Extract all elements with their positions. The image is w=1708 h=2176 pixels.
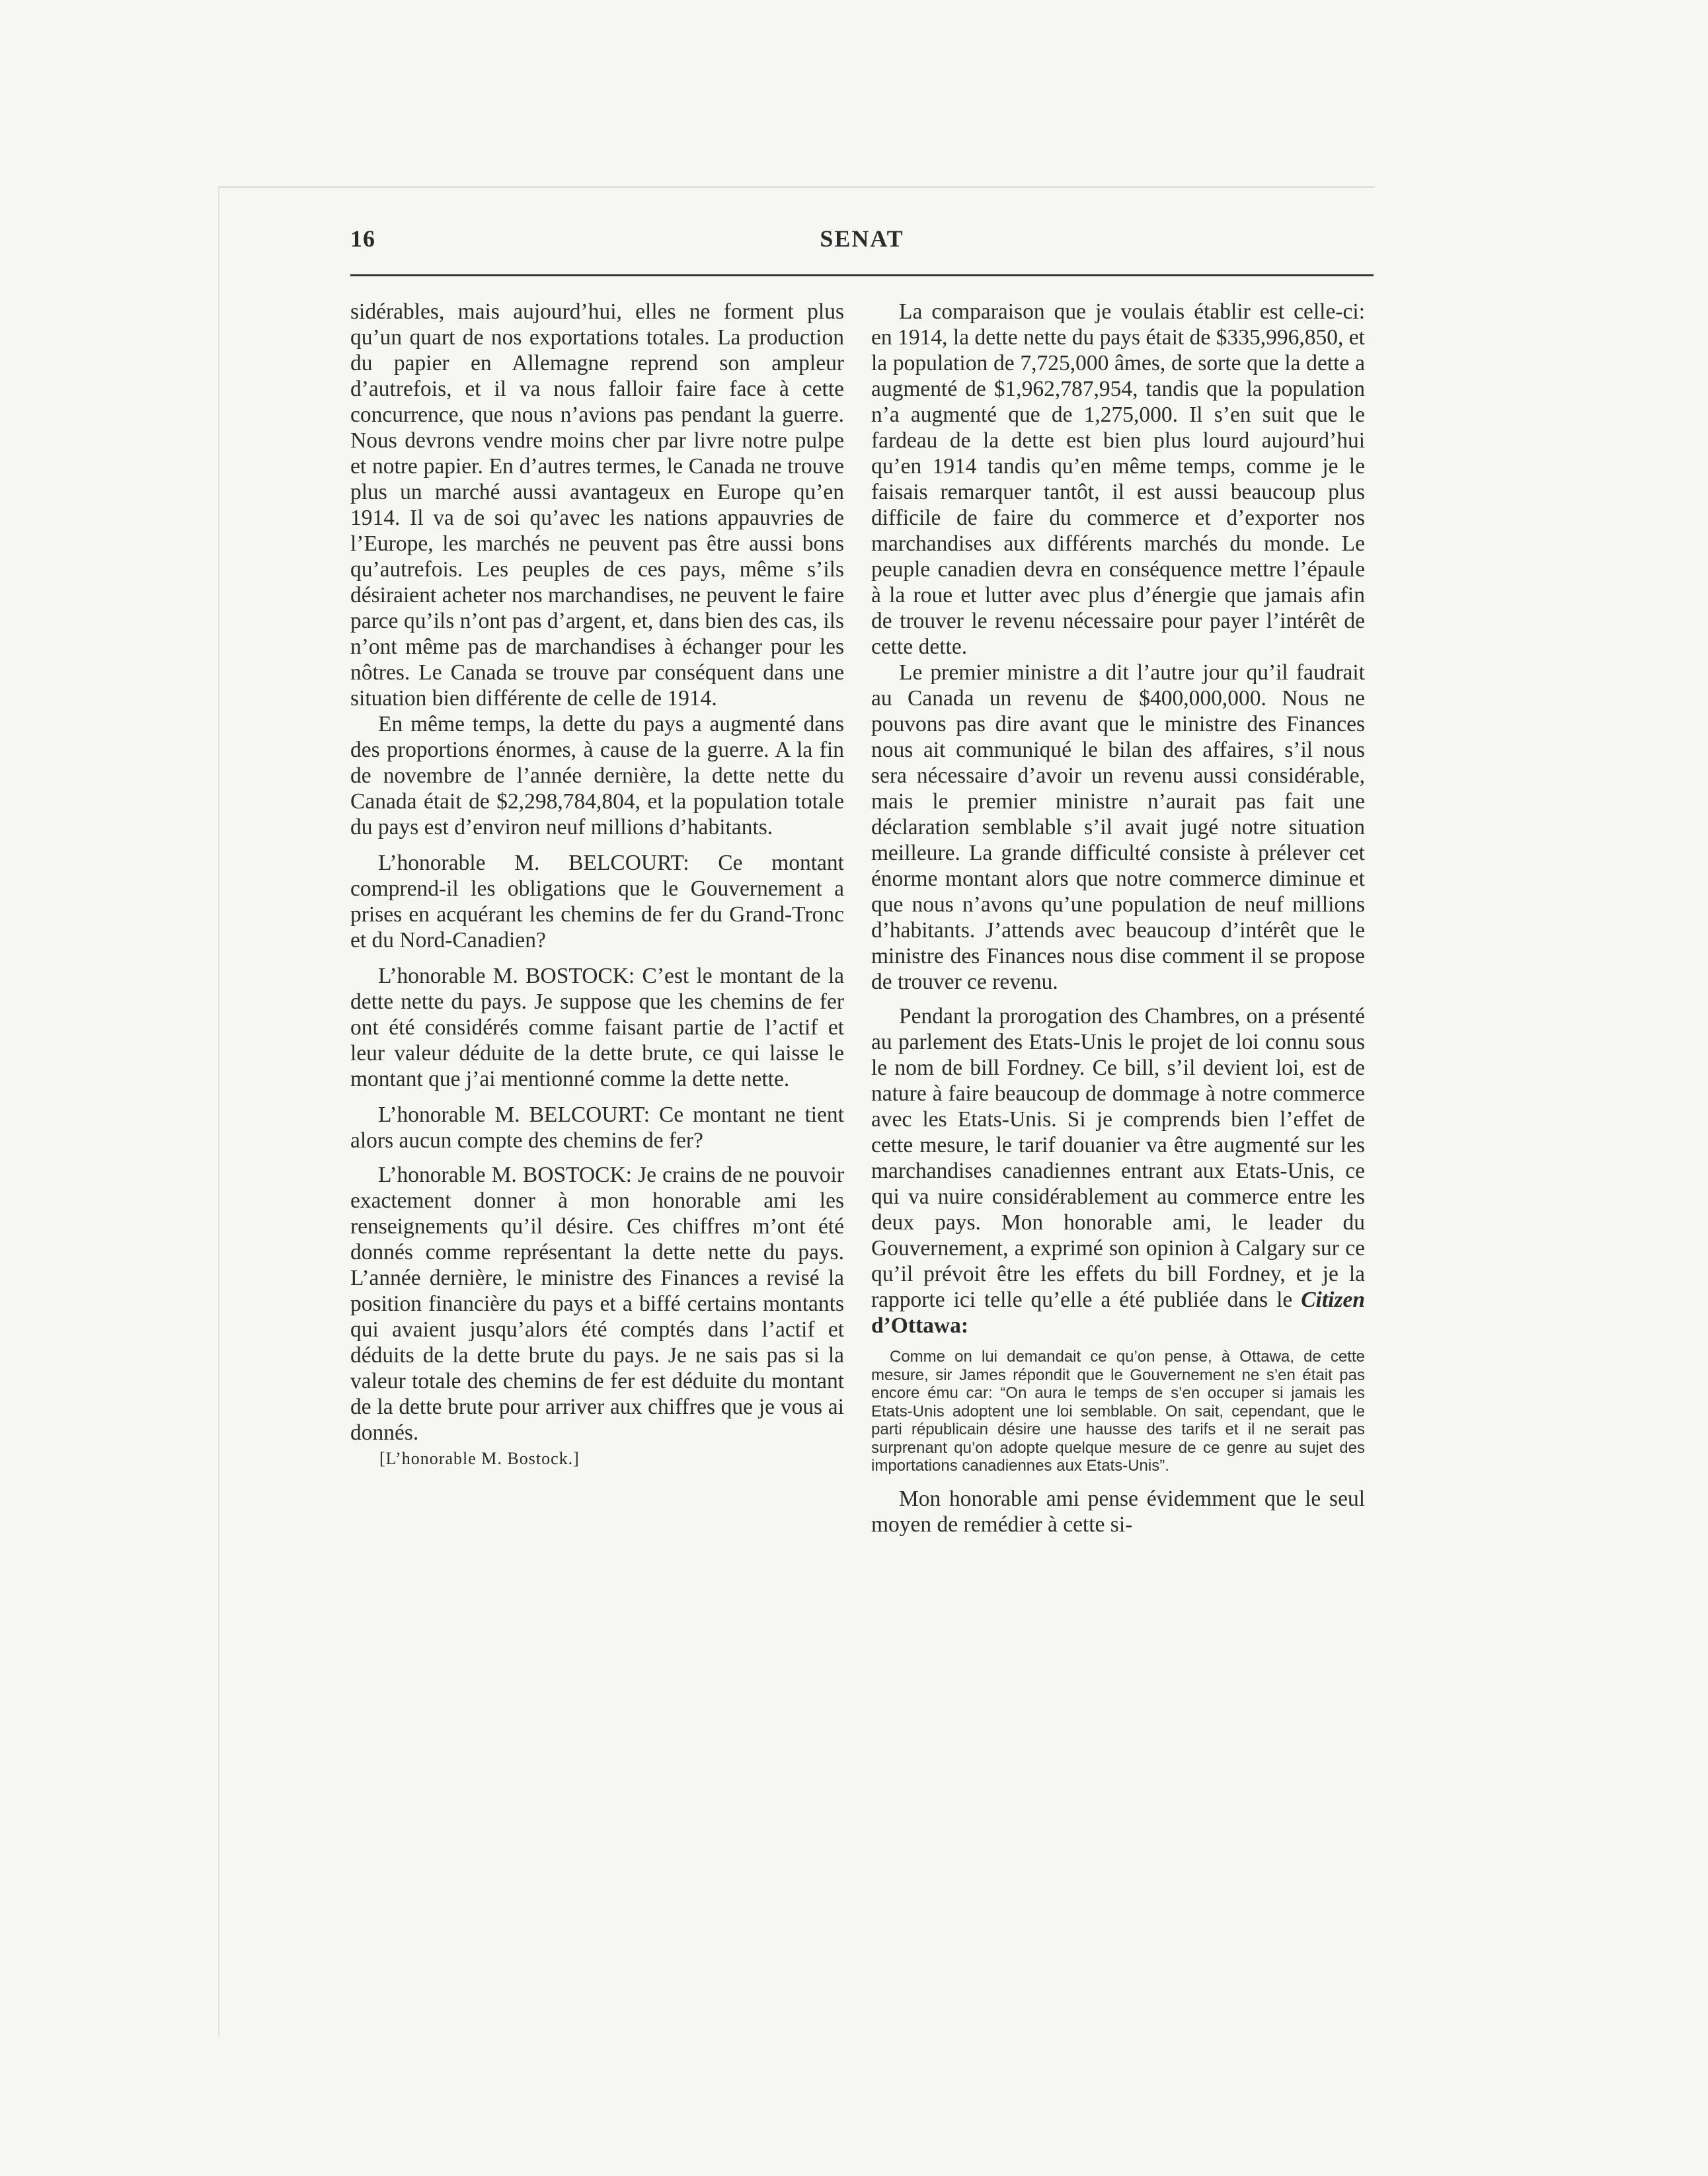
left-column [350,299,844,1471]
paragraph: La comparaison que je voulais établir est celle-ci: en 1914, la dette nette du pays était de $335,996,850, et la population de 7,725,000 âmes, de sorte que la dette a augmenté de $1,962,787,954, tandis que la population n’a augmenté que de 1,275,000. Il s’en suit que le fardeau de la dette est bien plus lourd aujourd’hui qu’en 1914 tandis qu’en même temps, comme je le faisais remarquer tantôt, il est aussi beaucoup plus difficile de faire du commerce et d’exporter nos marchandises aux différents marchés du monde. Le peuple canadien devra en conséquence mettre l’épaule à la roue et lutter avec plus d’énergie que jamais afin de trouver le revenu nécessaire pour payer l’intérêt de cette dette. [871,299,1365,659]
speech-paragraph: L’honorable M. BOSTOCK: Je crains de ne pouvoir exactement donner à mon honorable ami les renseignements qu’il désire. Ces chiffres m’ont été donnés comme représentant la dette nette du pays. L’année dernière, le ministre des Finances a revisé la position financière du pays et a biffé certains montants qui avaient jusqu’alors été comptés dans l’actif et déduits de la dette brute du pays. Je ne sais pas si la valeur totale des chemins de fer est déduite du montant de la dette brute pour arriver aux chiffres que je vous ai donnés. [350,1163,844,1445]
paragraph: Mon honorable ami pense évidemment que le seul moyen de remédier à cette si- [871,1486,1365,1537]
speech-paragraph: L’honorable M. BOSTOCK: C’est le montant de la dette nette du pays. Je suppose que les chemins de fer ont été considérés comme faisant partie de l’actif et leur valeur déduite de la dette brute, ce qui laisse le montant que j’ai mentionné comme la dette nette. [350,964,844,1091]
paragraph: sidérables, mais aujourd’hui, elles ne forment plus qu’un quart de nos exportations totales. La production du papier en Allemagne reprend son ampleur d’autrefois, et il va nous falloir faire face à cette concurrence, que nous n’avions pas pendant la guerre. Nous devrons vendre moins cher par livre notre pulpe et notre papier. En d’autres termes, le Canada ne trouve plus un marché aussi avantageux en Europe qu’en 1914. Il va de soi qu’avec les nations appauvries de l’Europe, les marchés ne peuvent pas être aussi bons qu’autrefois. Les peuples de ces pays, même s’ils désiraient acheter nos marchandises, ne peuvent le faire parce qu’ils n’ont pas d’argent, et, dans bien des cas, ils n’ont même pas de marchandises à échanger pour les nôtres. Le Canada se trouve par conséquent dans une situation bien différente de celle de 1914. [350,299,844,711]
newspaper-city: d’Ottawa: [871,1313,969,1338]
page-edge-line [218,186,1375,188]
paragraph-text: Pendant la prorogation des Chambres, on a présenté au parlement des Etats-Unis le projet de loi connu sous le nom de bill Fordney. Ce bill, s’il devient loi, est de nature à faire beaucoup de dommage à notre commerce avec les Etats-Unis. Si je comprends bien l’effet de cette mesure, le tarif douanier va être augmenté sur les marchandises canadiennes entrant aux Etats-Unis, ce qui va nuire considérablement au commerce entre les deux pays. Mon honorable ami, le leader du Gouvernement, a exprimé son opinion à Calgary sur ce qu’il prévoit être les effets du bill Fordney, et je la rapporte ici telle qu’elle a été publiée dans le [871,1004,1365,1312]
newspaper-name: Citizen [1301,1288,1365,1312]
speech-paragraph: L’honorable M. BELCOURT: Ce montant ne tient alors aucun compte des chemins de fer? [350,1103,844,1153]
speech-paragraph: L’honorable M. BELCOURT: Ce montant comprend-il les obligations que le Gouvernement a prises en acquérant les chemins de fer du Grand-Tronc et du Nord-Canadien? [350,851,844,952]
paragraph: En même temps, la dette du pays a augmenté dans des proportions énormes, à cause de la guerre. A la fin de novembre de l’année dernière, la dette nette du Canada était de $2,298,784,804, et la population totale du pays est d’environ neuf millions d’habitants. [350,712,844,839]
header-rule [350,274,1374,276]
speaker-footer-note: [L’honorable M. Bostock.] [379,1449,580,1468]
page-number: 16 [350,225,375,252]
running-title: SENAT [820,225,904,252]
page-header [350,225,1374,264]
paragraph-with-citation [871,1003,1365,1339]
page-edge-line-left [218,186,219,2037]
right-column [871,299,1365,1537]
newspaper-quote: Comme on lui demandait ce qu’on pense, à Ottawa, de cette mesure, sir James répondit que le Gouvernement ne s’en était pas encore ému car: “On aura le temps de s’en occuper si jamais les Etats-Unis adoptent une loi semblable. On sait, cependant, que le parti républicain désire une hausse des tarifs et il ne serait pas surprenant qu’on adopte quelque mesure de ce genre au sujet des importations canadiennes aux Etats-Unis”. [871,1348,1365,1475]
paragraph: Le premier ministre a dit l’autre jour qu’il faudrait au Canada un revenu de $400,000,000. Nous ne pouvons pas dire avant que le ministre des Finances nous ait communiqué le bilan des affaires, s’il nous sera nécessaire d’avoir un revenu aussi considérable, mais le premier ministre n’aurait pas fait une déclaration semblable s’il avait jugé notre situation meilleure. La grande difficulté consiste à prélever cet énorme montant alors que notre commerce diminue et que nous n’avons qu’une population de neuf millions d’habitants. J’attends avec beaucoup d’intérêt que le ministre des Finances nous dise comment il se propose de trouver ce revenu. [871,660,1365,994]
